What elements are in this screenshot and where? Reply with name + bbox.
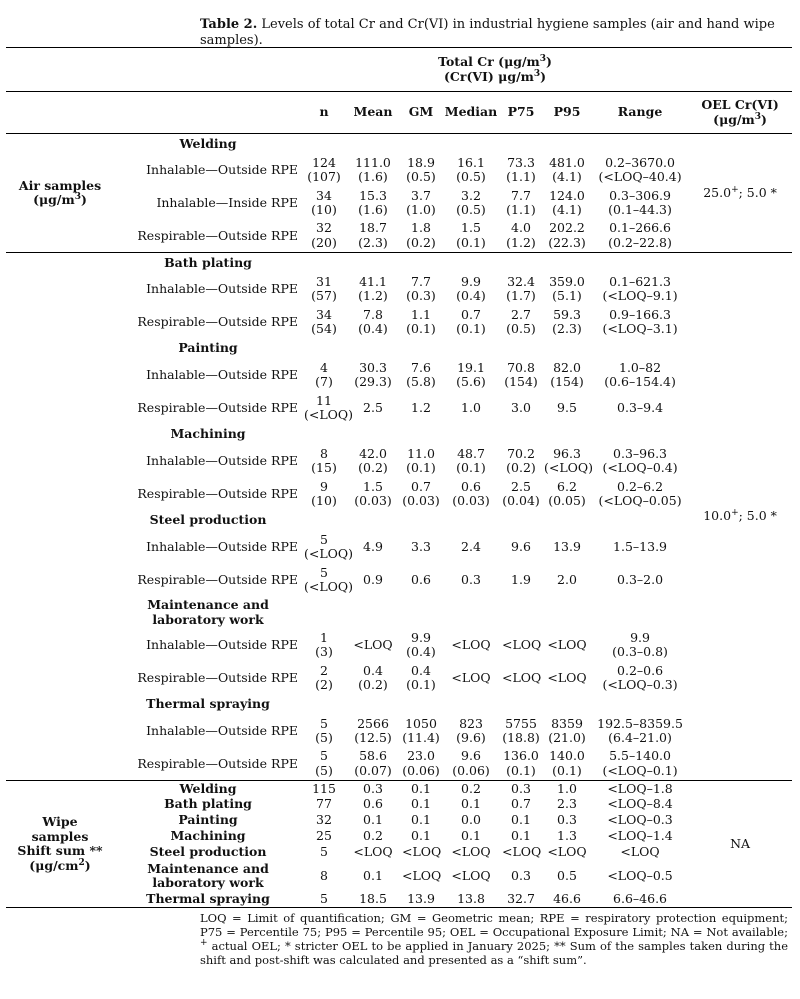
group-title-row	[6, 597, 792, 629]
cell-gm: 7.6 (5.8)	[406, 359, 436, 389]
table-row	[6, 797, 792, 813]
cell-mean: <LOQ	[353, 636, 393, 652]
cell-gm: 9.9 (0.4)	[406, 629, 436, 659]
cell-mean: 0.3	[346, 781, 400, 797]
table-row	[6, 861, 792, 892]
table-row	[6, 306, 792, 339]
cell-p75: 0.1	[511, 812, 531, 828]
cell-median: <LOQ	[451, 844, 491, 860]
cell-mean: 0.1	[363, 812, 383, 828]
cell-median: 9.6 (0.06)	[452, 748, 490, 778]
cell-median: 9.9 (0.4)	[456, 273, 486, 303]
row-label: Respirable—Outside RPE	[137, 399, 298, 415]
cell-gm: 0.1	[411, 828, 431, 844]
cell-range: <LOQ–1.4	[607, 828, 673, 844]
row-label: Machining	[170, 828, 246, 844]
cell-range: 0.3–96.3 (<LOQ–0.4)	[602, 445, 678, 475]
cell-gm: 0.1	[400, 781, 442, 797]
row-label: Painting	[178, 812, 238, 828]
table-row	[6, 781, 792, 797]
group-title-row	[6, 425, 792, 445]
cell-median: 13.8	[442, 892, 500, 908]
cell-range: <LOQ–0.5	[607, 867, 673, 883]
cell-p75: <LOQ	[502, 844, 542, 860]
row-label: Inhalable—Outside RPE	[146, 722, 298, 738]
col-median: Median	[442, 92, 500, 134]
cell-n: 34 (10)	[311, 187, 337, 217]
data-table	[6, 47, 792, 908]
cell-mean: 0.2	[363, 828, 383, 844]
cell-mean: 18.7 (2.3)	[358, 220, 388, 250]
air-oel-value: 25.0+; 5.0 *	[688, 134, 792, 253]
cell-gm: 13.9	[400, 892, 442, 908]
col-range: Range	[592, 92, 688, 134]
cell-median: <LOQ	[451, 636, 491, 652]
cell-range: <LOQ–8.4	[607, 796, 673, 812]
cell-p95: 1.0	[542, 781, 592, 797]
cell-p95: 481.0 (4.1)	[549, 154, 585, 184]
cell-range: 0.9–166.3 (<LOQ–3.1)	[602, 306, 678, 336]
cell-p95: <LOQ	[547, 844, 587, 860]
group-title: Bath plating	[114, 253, 302, 273]
cell-median: 1.5 (0.1)	[456, 220, 486, 250]
cell-median: 0.2	[442, 781, 500, 797]
cell-p75: 2.5 (0.04)	[502, 478, 540, 508]
table-row	[6, 748, 792, 781]
cell-median: 0.3	[461, 571, 481, 587]
cell-gm: 1.8 (0.2)	[406, 220, 436, 250]
cell-n: 115	[302, 781, 346, 797]
col-gm: GM	[400, 92, 442, 134]
table-row	[6, 273, 792, 306]
cell-median: 0.6 (0.03)	[452, 478, 490, 508]
table-row	[6, 220, 792, 253]
cell-range: 0.2–3670.0 (<LOQ–40.4)	[598, 154, 682, 184]
total-cr-header: Total Cr $(\mu g/m^3)$ (Cr(VI) $\mu g/m^3$)	[302, 48, 688, 92]
table-caption-label: Table 2.	[200, 17, 258, 32]
cell-p95: 59.3 (2.3)	[552, 306, 582, 336]
group-title-row	[6, 253, 792, 273]
row-label: Inhalable—Outside RPE	[146, 280, 298, 296]
cell-gm: 7.7 (0.3)	[406, 273, 436, 303]
cell-n: 1 (3)	[315, 629, 333, 659]
cell-median: 16.1 (0.5)	[456, 154, 486, 184]
cell-gm: 3.7 (1.0)	[406, 187, 436, 217]
table-row	[6, 359, 792, 392]
cell-gm: 3.3	[411, 538, 431, 554]
cell-p75: 0.3	[500, 781, 542, 797]
cell-mean: 0.4 (0.2)	[358, 662, 388, 692]
cell-p95: 13.9	[553, 538, 581, 554]
cell-p75: 1.9	[511, 571, 531, 587]
cell-range: 0.3–2.0	[617, 571, 664, 587]
cell-mean: 111.0 (1.6)	[355, 154, 391, 184]
col-oel: OEL Cr(VI) $(\mu g/m^3)$	[688, 92, 792, 134]
table-row	[6, 829, 792, 845]
cell-n: 31 (57)	[311, 273, 337, 303]
cell-mean: <LOQ	[353, 844, 393, 860]
group-title-row	[6, 511, 792, 531]
cell-n: 5	[302, 892, 346, 908]
cell-p95: 0.3	[557, 812, 577, 828]
group-title: Machining	[170, 426, 246, 442]
group-title: Steel production	[149, 512, 267, 528]
cell-p75: 0.7	[511, 796, 531, 812]
cell-n: 8	[320, 867, 328, 883]
cell-p75: 70.8 (154)	[504, 359, 538, 389]
cell-range: <LOQ	[620, 844, 660, 860]
cell-gm: 0.6	[411, 571, 431, 587]
cell-mean: 2.5	[363, 399, 383, 415]
cell-gm: 11.0 (0.1)	[406, 445, 436, 475]
group-title-row	[6, 134, 792, 154]
row-label: Steel production	[149, 844, 267, 860]
cell-p95: 0.5	[557, 867, 577, 883]
cell-median: 19.1 (5.6)	[456, 359, 486, 389]
cell-p75: 7.7 (1.1)	[506, 187, 536, 217]
row-label: Respirable—Outside RPE	[137, 227, 298, 243]
cell-gm: 23.0 (0.06)	[402, 748, 440, 778]
cell-n: 8 (15)	[311, 445, 337, 475]
cell-range: 0.3–306.9 (0.1–44.3)	[608, 187, 672, 217]
process-air-label	[6, 253, 114, 781]
cell-p75: 32.7	[500, 892, 542, 908]
cell-p75: 5755 (18.8)	[502, 715, 540, 745]
cell-p95: 46.6	[542, 892, 592, 908]
cell-p75: 70.2 (0.2)	[506, 445, 536, 475]
cell-p95: 359.0 (5.1)	[549, 273, 585, 303]
table-row	[6, 445, 792, 478]
cell-p95: 2.3	[557, 796, 577, 812]
cell-gm: 18.9 (0.5)	[406, 154, 436, 184]
row-label: Inhalable—Outside RPE	[146, 161, 298, 177]
cell-gm: <LOQ	[402, 867, 442, 883]
row-label: Inhalable—Outside RPE	[146, 538, 298, 554]
cell-gm: 0.1	[411, 812, 431, 828]
cell-median: 0.0	[461, 812, 481, 828]
cell-p95: 1.3	[557, 828, 577, 844]
row-label: Maintenance and laboratory work	[147, 860, 269, 890]
air-samples-label: Air samples $(\mu g/m^3)$	[6, 134, 114, 253]
cell-mean: 15.3 (1.6)	[358, 187, 388, 217]
cell-n: 4 (7)	[315, 359, 333, 389]
cell-median: <LOQ	[451, 669, 491, 685]
cell-range: 1.5–13.9	[613, 538, 668, 554]
cell-mean: 42.0 (0.2)	[358, 445, 388, 475]
cell-n: 5 (5)	[315, 748, 333, 778]
cell-n: 5 (<LOQ)	[304, 564, 354, 594]
cell-n: 5 (5)	[315, 715, 333, 745]
table-row	[6, 154, 792, 187]
cell-n: 2 (2)	[315, 662, 333, 692]
cell-range: 6.6–46.6	[592, 892, 688, 908]
cell-range: 0.2–6.2 (<LOQ–0.05)	[598, 478, 682, 508]
cell-p95: 9.5	[557, 399, 577, 415]
cell-p75: 0.3	[511, 867, 531, 883]
cell-p95: 202.2 (22.3)	[548, 220, 586, 250]
cell-p75: 9.6	[511, 538, 531, 554]
cell-p75: <LOQ	[502, 669, 542, 685]
group-title: Painting	[178, 340, 238, 356]
cell-p75: <LOQ	[502, 636, 542, 652]
col-p75: P75	[500, 92, 542, 134]
cell-n: 32 (20)	[311, 220, 337, 250]
cell-mean: 0.9	[363, 571, 383, 587]
row-label: Respirable—Outside RPE	[137, 485, 298, 501]
cell-mean: 0.1	[363, 867, 383, 883]
table-row	[6, 813, 792, 829]
table-notes: LOQ = Limit of quantification; GM = Geometric mean; RPE = respiratory protection equipment; P75 = Percentile 75; P95 = Percentile 95; OEL = Occupational Exposure Limit; NA = Not available; + actual OEL; * stricter OEL to be applied in January 2025; ** Sum of the samples taken during the shift and post-shift was calculated and presented as a “shift sum”.	[200, 911, 788, 967]
cell-gm: 0.1	[411, 796, 431, 812]
wipe-oel-value: NA	[688, 781, 792, 908]
table-row	[6, 845, 792, 861]
table-row	[6, 187, 792, 220]
cell-gm: 1050 (11.4)	[402, 715, 440, 745]
cell-range: 5.5–140.0 (<LOQ–0.1)	[602, 748, 678, 778]
row-label: Inhalable—Outside RPE	[146, 452, 298, 468]
process-oel-value: 10.0+; 5.0 *	[688, 253, 792, 781]
row-label: Respirable—Outside RPE	[137, 571, 298, 587]
cell-mean: 41.1 (1.2)	[358, 273, 388, 303]
col-n: n	[302, 92, 346, 134]
row-label: Bath plating	[164, 796, 252, 812]
cell-range: <LOQ–0.3	[607, 812, 673, 828]
cell-p95: 140.0 (0.1)	[549, 748, 585, 778]
group-title: Welding	[114, 134, 302, 154]
cell-p95: <LOQ	[547, 636, 587, 652]
cell-range: 9.9 (0.3–0.8)	[612, 629, 668, 659]
cell-p75: 136.0 (0.1)	[503, 748, 539, 778]
row-label: Inhalable—Inside RPE	[156, 194, 298, 210]
cell-range: 192.5–8359.5 (6.4–21.0)	[597, 715, 683, 745]
cell-range: <LOQ–1.8	[592, 781, 688, 797]
cell-median: 0.7 (0.1)	[456, 306, 486, 336]
row-label: Respirable—Outside RPE	[137, 669, 298, 685]
cell-range: 0.1–621.3 (<LOQ–9.1)	[602, 273, 678, 303]
cell-p75: 0.1	[511, 828, 531, 844]
cell-range: 0.3–9.4	[617, 399, 664, 415]
table-row	[6, 715, 792, 748]
row-label: Welding	[114, 781, 302, 797]
cell-n: 124 (107)	[307, 154, 341, 184]
row-label: Respirable—Outside RPE	[137, 313, 298, 329]
cell-p95: 96.3 (<LOQ)	[544, 445, 594, 475]
row-label: Respirable—Outside RPE	[137, 755, 298, 771]
cell-median: 1.0	[461, 399, 481, 415]
cell-median: 0.1	[461, 828, 481, 844]
row-label: Inhalable—Outside RPE	[146, 636, 298, 652]
cell-p75: 32.4 (1.7)	[506, 273, 536, 303]
cell-gm: <LOQ	[402, 844, 442, 860]
cell-mean: 4.9	[363, 538, 383, 554]
cell-n: 25	[316, 828, 332, 844]
group-title-row	[6, 695, 792, 715]
cell-mean: 58.6 (0.07)	[354, 748, 392, 778]
cell-n: 5	[320, 844, 328, 860]
cell-p95: 2.0	[557, 571, 577, 587]
cell-p75: 73.3 (1.1)	[506, 154, 536, 184]
cell-gm: 1.1 (0.1)	[406, 306, 436, 336]
col-mean: Mean	[346, 92, 400, 134]
cell-p95: 6.2 (0.05)	[548, 478, 586, 508]
cell-gm: 0.4 (0.1)	[406, 662, 436, 692]
cell-p95: 82.0 (154)	[550, 359, 584, 389]
cell-gm: 0.7 (0.03)	[402, 478, 440, 508]
cell-n: 11 (<LOQ)	[304, 392, 354, 422]
cell-mean: 0.6	[363, 796, 383, 812]
cell-n: 32	[316, 812, 332, 828]
wipe-samples-label: Wipe samples Shift sum ** $(\mu g/cm^2)$	[6, 781, 114, 908]
table-caption	[200, 17, 790, 49]
group-title: Maintenance and laboratory work	[147, 597, 269, 627]
cell-median: 0.1	[461, 796, 481, 812]
col-p95: P95	[542, 92, 592, 134]
cell-gm: 1.2	[411, 399, 431, 415]
table-row	[6, 531, 792, 564]
cell-mean: 7.8 (0.4)	[358, 306, 388, 336]
cell-range: 0.1–266.6 (0.2–22.8)	[608, 220, 672, 250]
cell-p95: <LOQ	[547, 669, 587, 685]
row-label: Thermal spraying	[114, 892, 302, 908]
row-label: Inhalable—Outside RPE	[146, 366, 298, 382]
group-title-row	[6, 339, 792, 359]
cell-mean: 30.3 (29.3)	[354, 359, 392, 389]
cell-n: 9 (10)	[311, 478, 337, 508]
cell-p75: 3.0	[511, 399, 531, 415]
cell-n: 77	[316, 796, 332, 812]
cell-n: 34 (54)	[311, 306, 337, 336]
cell-median: 823 (9.6)	[456, 715, 486, 745]
cell-p75: 4.0 (1.2)	[506, 220, 536, 250]
cell-range: 1.0–82 (0.6–154.4)	[604, 359, 676, 389]
cell-median: 3.2 (0.5)	[456, 187, 486, 217]
table-row	[6, 892, 792, 908]
table-row	[6, 478, 792, 511]
cell-mean: 18.5	[346, 892, 400, 908]
cell-mean: 2566 (12.5)	[354, 715, 392, 745]
cell-n: 5 (<LOQ)	[304, 531, 354, 561]
cell-median: 48.7 (0.1)	[456, 445, 486, 475]
table-row	[6, 662, 792, 695]
cell-range: 0.2–0.6 (<LOQ–0.3)	[602, 662, 678, 692]
table-caption-text: Levels of total Cr and Cr(VI) in industrial hygiene samples (air and hand wipe samples).	[200, 17, 775, 48]
group-title: Thermal spraying	[146, 696, 270, 712]
cell-p75: 2.7 (0.5)	[506, 306, 536, 336]
cell-p95: 8359 (21.0)	[548, 715, 586, 745]
cell-mean: 1.5 (0.03)	[354, 478, 392, 508]
cell-median: 2.4	[461, 538, 481, 554]
table-row	[6, 392, 792, 425]
table-row	[6, 629, 792, 662]
cell-p95: 124.0 (4.1)	[549, 187, 585, 217]
table-row	[6, 564, 792, 597]
cell-median: <LOQ	[451, 867, 491, 883]
